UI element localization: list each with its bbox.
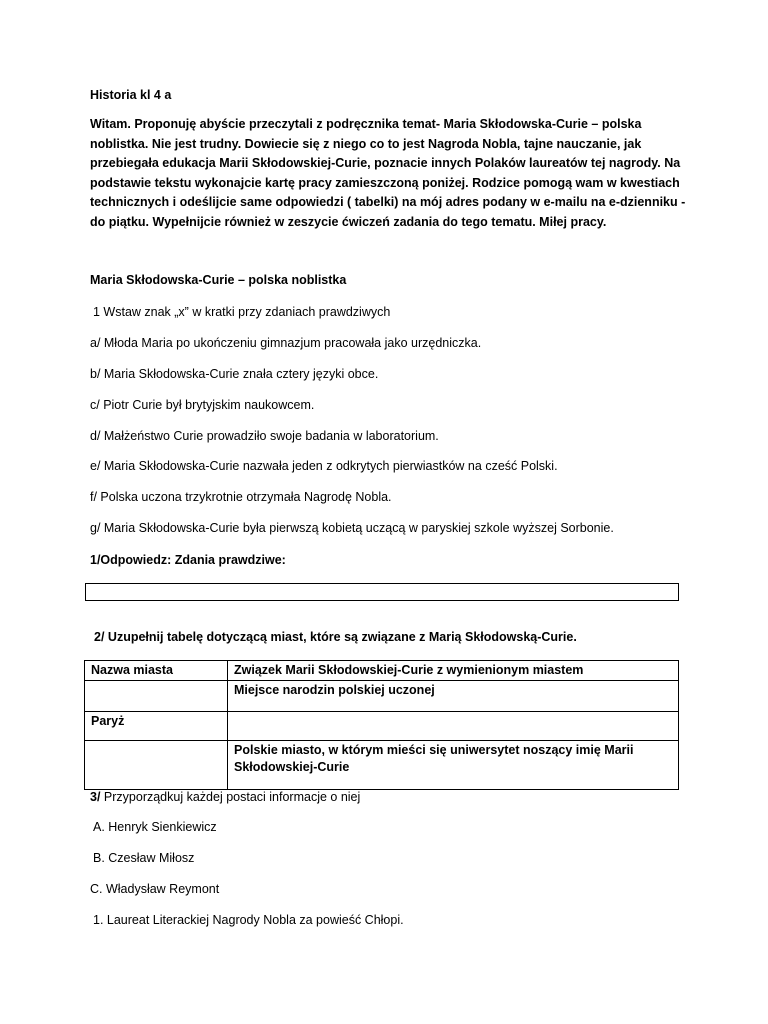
table-cell-relation: Polskie miasto, w którym mieści się uniwersytet noszący imię Marii Skłodowskiej-Curie: [228, 741, 679, 790]
document-heading: Historia kl 4 a: [90, 88, 172, 102]
cities-table: [84, 660, 679, 790]
person-a: A. Henryk Sienkiewicz: [93, 820, 217, 834]
table-cell-city[interactable]: [85, 681, 228, 712]
task2-instruction: Uzupełnij tabelę dotyczącą miast, które są związane z Marią Skłodowską-Curie.: [104, 630, 577, 644]
statement-c: c/ Piotr Curie był brytyjskim naukowcem.: [90, 398, 315, 412]
table-row: [85, 741, 679, 790]
task3-number: 3/: [90, 790, 101, 804]
intro-line: Witam. Proponuję abyście przeczytali z podręcznika temat- Maria Skłodowska-Curie – polska: [90, 117, 642, 131]
statement-f: f/ Polska uczona trzykrotnie otrzymała Nagrodę Nobla.: [90, 490, 392, 504]
intro-line: do piątku. Wypełnijcie również w zeszycie ćwiczeń zadania do tego tematu. Miłej pracy.: [90, 214, 607, 229]
task2-number: 2/: [94, 630, 105, 644]
header-city-name: Nazwa miasta: [85, 661, 228, 681]
table-header-row: [85, 661, 679, 681]
statement-a: a/ Młoda Maria po ukończeniu gimnazjum pracowała jako urzędniczka.: [90, 336, 482, 350]
person-b: B. Czesław Miłosz: [93, 851, 195, 865]
fact-1: 1. Laureat Literackiej Nagrody Nobla za powieść Chłopi.: [93, 913, 404, 927]
task2-heading: [94, 628, 577, 647]
statement-g: g/ Maria Skłodowska-Curie była pierwszą kobietą uczącą w paryskiej szkole wyższej Sorbonie.: [90, 521, 614, 535]
table-cell-relation[interactable]: [228, 712, 679, 741]
intro-line: technicznych i odeślijcie same odpowiedzi ( tabelki) na mój adres podany w e-mailu na e-dzienniku -: [90, 195, 686, 209]
table-cell-city: Paryż: [85, 712, 228, 741]
task3-instruction: Przyporządkuj każdej postaci informacje o niej: [100, 790, 361, 804]
statement-b: b/ Maria Skłodowska-Curie znała cztery języki obce.: [90, 367, 379, 381]
worksheet-title: Maria Skłodowska-Curie – polska noblistka: [90, 273, 347, 287]
intro-line: noblistka. Nie jest trudny. Dowiecie się z niego co to jest Nagroda Nobla, tajne nauczanie, jak: [90, 136, 642, 151]
table-row: [85, 712, 679, 741]
task1-instruction: 1 Wstaw znak „x” w kratki przy zdaniach prawdziwych: [93, 305, 391, 319]
statement-d: d/ Małżeństwo Curie prowadziło swoje badania w laboratorium.: [90, 429, 439, 443]
intro-line: podstawie tekstu wykonajcie kartę pracy zamieszczoną poniżej. Rodzice pomogą wam w kwestiach: [90, 175, 680, 190]
intro-line: przebiegała edukacja Marii Skłodowskiej-Curie, poznacie innych Polaków laureatów tej nagrody. Na: [90, 156, 681, 170]
table-cell-relation: Miejsce narodzin polskiej uczonej: [228, 681, 679, 712]
table-cell-city[interactable]: [85, 741, 228, 790]
header-relation: Związek Marii Skłodowskiej-Curie z wymienionym miastem: [228, 661, 679, 681]
task3-heading: [90, 788, 360, 807]
intro-paragraph: [90, 115, 686, 232]
statement-e: e/ Maria Skłodowska-Curie nazwała jeden z odkrytych pierwiastków na cześć Polski.: [90, 459, 558, 473]
answer-field[interactable]: [85, 583, 679, 601]
person-c: C. Władysław Reymont: [90, 882, 220, 896]
table-row: [85, 681, 679, 712]
task1-answer-label: 1/Odpowiedz: Zdania prawdziwe:: [90, 553, 286, 567]
